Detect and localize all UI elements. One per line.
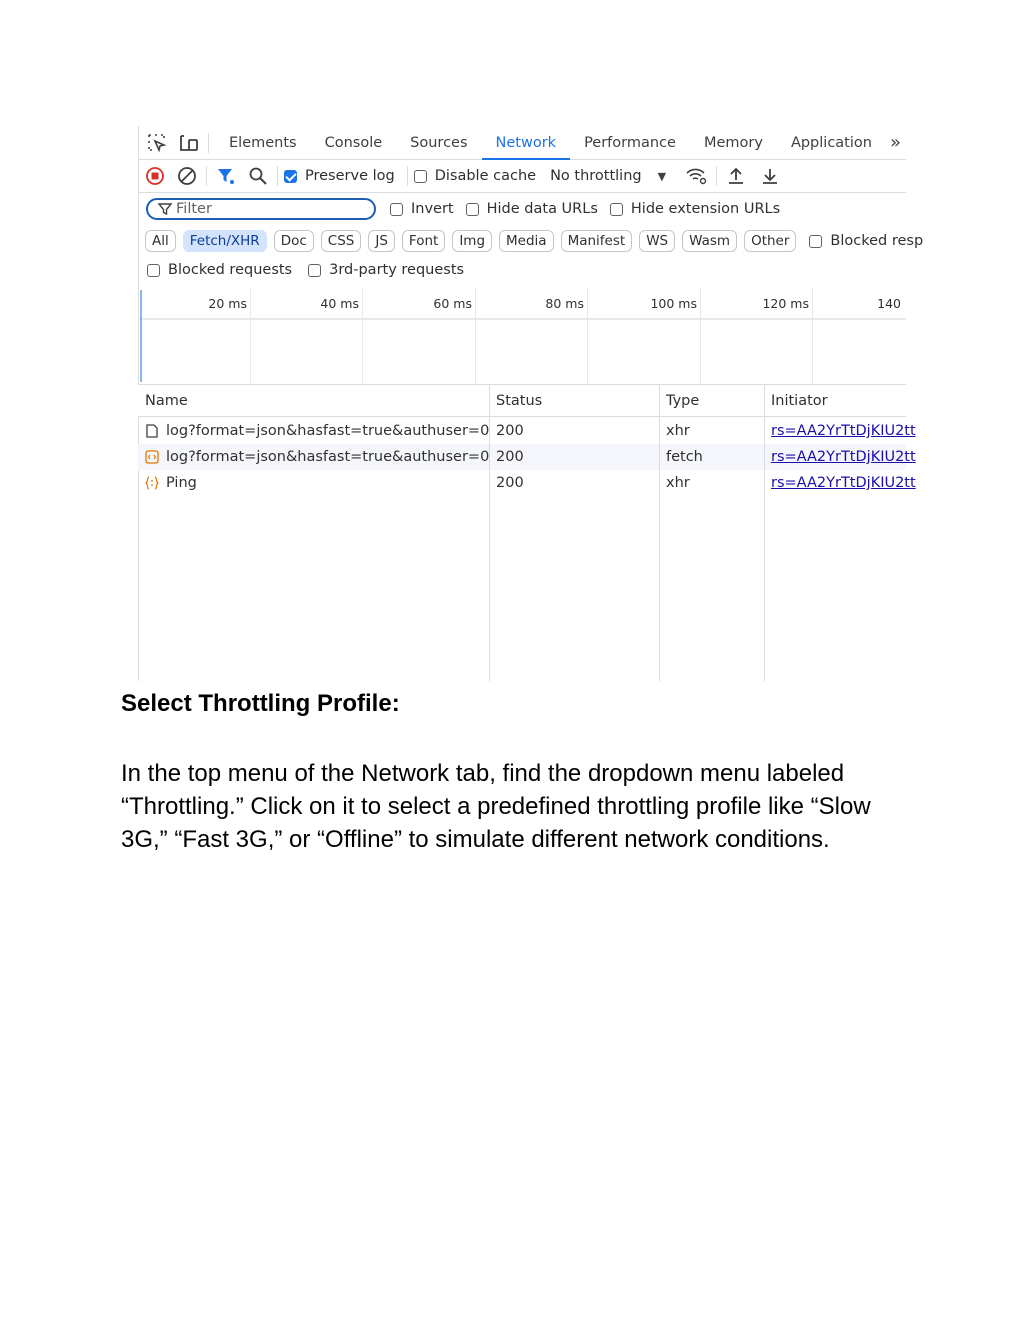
timeline-gridline	[250, 288, 251, 384]
preserve-log-label: Preserve log	[305, 168, 395, 184]
timeline-tick: 120 ms	[762, 296, 809, 311]
device-toolbar-icon[interactable]	[176, 130, 202, 156]
filter-input-box[interactable]	[146, 198, 376, 220]
chip-ws[interactable]: WS	[639, 230, 675, 252]
more-tabs-icon[interactable]: »	[889, 132, 901, 153]
timeline-gridline	[475, 288, 476, 384]
timeline-gridline	[362, 288, 363, 384]
fetch-icon	[145, 450, 159, 464]
chip-css[interactable]: CSS	[321, 230, 362, 252]
timeline-tick: 60 ms	[433, 296, 472, 311]
inspect-element-icon[interactable]	[144, 130, 170, 156]
chip-other[interactable]: Other	[744, 230, 796, 252]
hide-extension-urls-checkbox[interactable]	[610, 201, 780, 217]
divider	[716, 166, 717, 186]
disable-cache-checkbox[interactable]	[414, 168, 536, 184]
tab-elements[interactable]: Elements	[229, 134, 297, 151]
column-divider[interactable]	[764, 385, 765, 681]
chip-manifest[interactable]: Manifest	[561, 230, 633, 252]
third-party-requests-checkbox[interactable]	[308, 262, 464, 278]
devtools-network-panel	[121, 126, 924, 681]
request-status: 200	[496, 423, 524, 439]
request-initiator-link[interactable]: rs=AA2YrTtDjKIU2tt	[771, 423, 916, 439]
chip-js[interactable]: JS	[368, 230, 395, 252]
hide-data-urls-label: Hide data URLs	[486, 201, 598, 217]
timeline-gridline	[700, 288, 701, 384]
chip-all[interactable]: All	[145, 230, 176, 252]
table-row[interactable]	[138, 418, 916, 444]
stop-recording-icon[interactable]	[142, 163, 168, 189]
clear-icon[interactable]	[174, 163, 200, 189]
network-toolbar	[138, 160, 906, 193]
timeline-overview[interactable]	[138, 288, 906, 384]
request-filter-options	[147, 259, 906, 281]
column-header-initiator[interactable]: Initiator	[764, 385, 906, 417]
tab-sources[interactable]: Sources	[410, 134, 468, 151]
timeline-tick: 100 ms	[650, 296, 697, 311]
disable-cache-label: Disable cache	[434, 168, 537, 184]
checkbox-unchecked[interactable]	[308, 264, 321, 277]
table-row[interactable]	[138, 470, 916, 496]
chip-doc[interactable]: Doc	[274, 230, 314, 252]
resource-type-filters	[145, 229, 924, 253]
divider	[407, 166, 408, 186]
third-party-requests-label: 3rd-party requests	[329, 262, 465, 278]
column-divider[interactable]	[659, 385, 660, 681]
network-conditions-icon[interactable]	[684, 163, 710, 189]
column-header-status[interactable]: Status	[489, 385, 659, 417]
chip-fetch-xhr[interactable]: Fetch/XHR	[183, 230, 267, 252]
column-header-type[interactable]: Type	[659, 385, 764, 417]
chip-wasm[interactable]: Wasm	[682, 230, 737, 252]
request-status: 200	[496, 475, 524, 491]
tab-console[interactable]: Console	[324, 134, 383, 151]
column-header-name[interactable]: Name	[138, 385, 489, 417]
checkbox-unchecked[interactable]	[610, 203, 623, 216]
request-initiator-link[interactable]: rs=AA2YrTtDjKIU2tt	[771, 475, 916, 491]
hide-data-urls-checkbox[interactable]	[466, 201, 598, 217]
throttling-value: No throttling	[550, 168, 642, 184]
table-row[interactable]	[138, 444, 916, 470]
request-name: log?format=json&hasfast=true&authuser=0	[166, 423, 490, 439]
divider	[208, 133, 209, 153]
timeline-start-marker	[140, 290, 142, 382]
blocked-requests-checkbox[interactable]	[147, 262, 292, 278]
request-initiator-link[interactable]: rs=AA2YrTtDjKIU2tt	[771, 449, 916, 465]
request-type: xhr	[666, 475, 690, 491]
tab-application[interactable]: Application	[790, 134, 872, 151]
chip-font[interactable]: Font	[402, 230, 445, 252]
checkbox-unchecked[interactable]	[390, 203, 403, 216]
filter-funnel-icon[interactable]	[213, 163, 239, 189]
timeline-gridline	[812, 288, 813, 384]
checkbox-unchecked[interactable]	[414, 170, 427, 183]
request-type: fetch	[666, 449, 703, 465]
timeline-tick: 140	[877, 296, 901, 311]
divider	[277, 166, 278, 186]
checkbox-unchecked[interactable]	[147, 264, 160, 277]
invert-checkbox[interactable]	[390, 201, 454, 217]
instruction-paragraph: In the top menu of the Network tab, find the dropdown menu labeled “Throttling.” Click on it to select a predefined throttling profile like “Slow 3G,” “Fast 3G,” or “Offline” to simulate different network conditions.	[121, 760, 871, 853]
import-har-icon[interactable]	[723, 163, 749, 189]
request-status: 200	[496, 449, 524, 465]
requests-table	[138, 385, 916, 681]
checkbox-unchecked[interactable]	[809, 235, 822, 248]
checkbox-unchecked[interactable]	[466, 203, 479, 216]
invert-label: Invert	[411, 201, 454, 217]
request-name: Ping	[166, 475, 197, 491]
timeline-grid	[138, 320, 906, 385]
tab-performance[interactable]: Performance	[584, 134, 676, 151]
request-type: xhr	[666, 423, 690, 439]
hide-extension-urls-label: Hide extension URLs	[630, 201, 781, 217]
search-icon[interactable]	[245, 163, 271, 189]
throttling-dropdown[interactable]	[550, 168, 666, 184]
json-icon	[145, 476, 159, 490]
blocked-requests-label: Blocked requests	[168, 262, 293, 278]
filter-icon	[158, 202, 172, 216]
timeline-gridline	[587, 288, 588, 384]
blocked-response-cookies-label: Blocked resp	[830, 233, 924, 249]
filter-row	[146, 195, 906, 223]
column-divider[interactable]	[489, 385, 490, 681]
tab-memory[interactable]: Memory	[703, 134, 763, 151]
request-name: log?format=json&hasfast=true&authuser=0	[166, 449, 490, 465]
preserve-log-checkbox[interactable]	[284, 168, 395, 184]
divider	[206, 166, 207, 186]
timeline-tick: 40 ms	[320, 296, 359, 311]
filter-input[interactable]	[172, 201, 356, 217]
export-har-icon[interactable]	[757, 163, 783, 189]
document-icon	[145, 424, 159, 438]
section-heading: Select Throttling Profile:	[121, 690, 400, 717]
timeline-tick: 80 ms	[545, 296, 584, 311]
caret-down-icon: ▼	[657, 169, 667, 183]
chip-media[interactable]: Media	[499, 230, 554, 252]
checkbox-checked[interactable]	[284, 170, 297, 183]
blocked-response-cookies-checkbox[interactable]	[809, 233, 923, 249]
timeline-tick: 20 ms	[208, 296, 247, 311]
tab-network[interactable]: Network	[482, 126, 571, 159]
chip-img[interactable]: Img	[452, 230, 492, 252]
devtools-tab-bar	[138, 126, 906, 160]
